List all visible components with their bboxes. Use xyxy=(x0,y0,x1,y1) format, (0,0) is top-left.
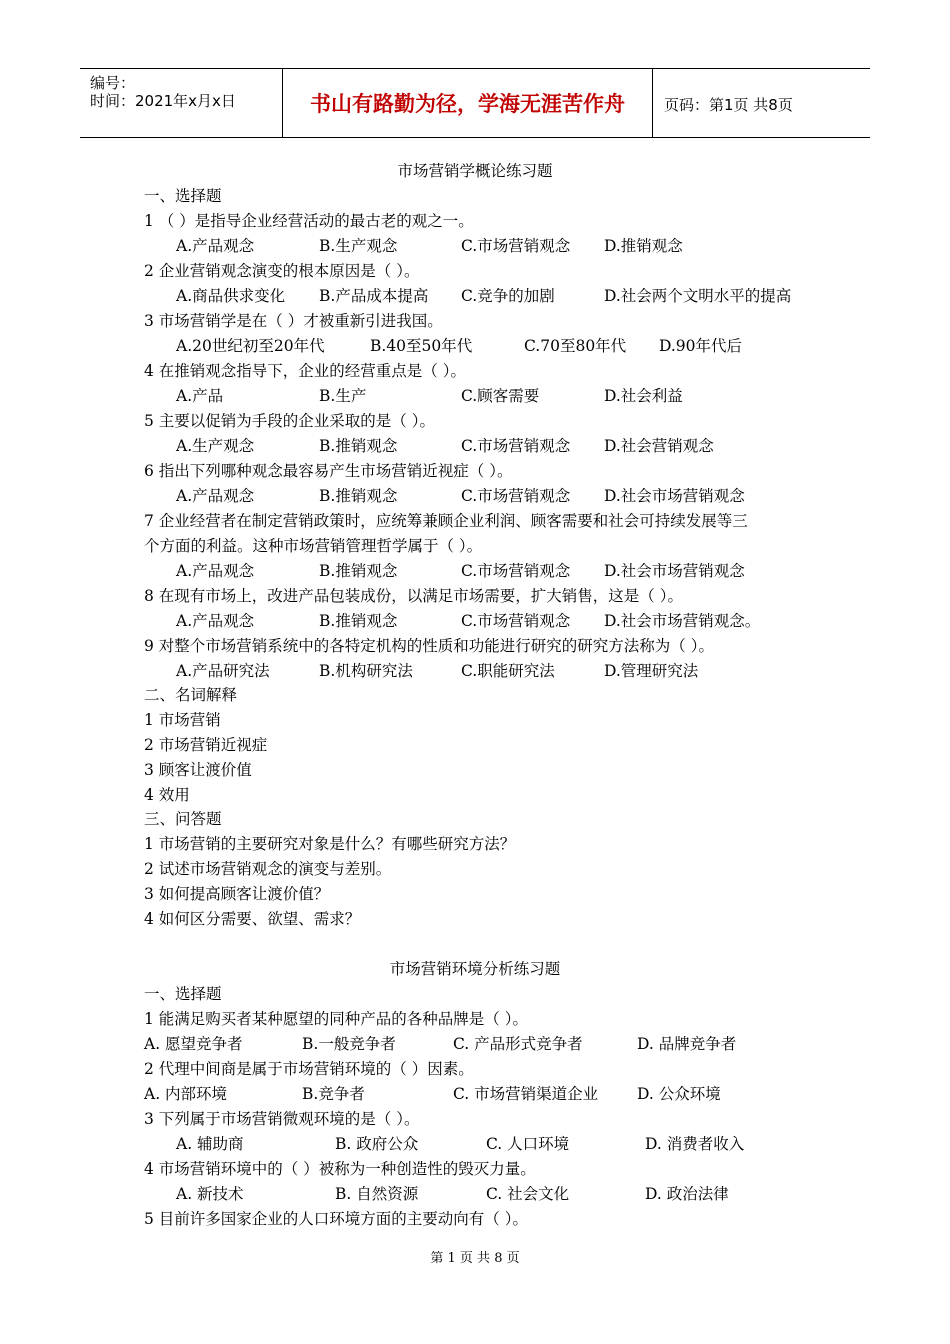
option: D. 消费者收入 xyxy=(645,1135,745,1153)
motto: 书山有路勤为径，学海无涯苦作舟 xyxy=(310,92,625,116)
question: 4 市场营销环境中的（ ）被称为一种创造性的毁灭力量。 xyxy=(144,1160,536,1178)
section-title: 市场营销环境分析练习题 xyxy=(389,960,561,978)
option: D.管理研究法 xyxy=(604,662,699,680)
term-item: 4 效用 xyxy=(144,786,190,804)
option: B.竞争者 xyxy=(302,1085,365,1103)
option: C.竞争的加剧 xyxy=(461,287,555,305)
option: B.生产 xyxy=(319,387,367,405)
option: B.一般竞争者 xyxy=(302,1035,396,1053)
option: C.顾客需要 xyxy=(461,387,540,405)
question: 5 主要以促销为手段的企业采取的是（ ）。 xyxy=(144,412,435,430)
option: D. 品牌竞争者 xyxy=(637,1035,737,1053)
option: A.商品供求变化 xyxy=(176,287,286,305)
question: 1 （ ）是指导企业经营活动的最古老的观之一。 xyxy=(144,212,474,230)
option: B.推销观念 xyxy=(319,437,398,455)
option: D.社会两个文明水平的提高 xyxy=(604,287,792,305)
option: B.生产观念 xyxy=(319,237,398,255)
option: A.产品研究法 xyxy=(176,662,270,680)
option: B.机构研究法 xyxy=(319,662,413,680)
qa-item: 4 如何区分需要、欲望、需求？ xyxy=(144,910,361,928)
question: 7 企业经营者在制定营销政策时，应统筹兼顾企业利润、顾客需要和社会可持续发展等三 xyxy=(144,512,748,530)
option: A. 辅助商 xyxy=(176,1135,244,1153)
option: A. 内部环境 xyxy=(144,1085,228,1103)
option: C. 社会文化 xyxy=(486,1185,570,1203)
option: C.市场营销观念 xyxy=(461,437,571,455)
section-heading: 一、选择题 xyxy=(144,187,222,205)
section-title: 市场营销学概论练习题 xyxy=(397,162,553,180)
term-item: 3 顾客让渡价值 xyxy=(144,761,252,779)
option: C.70至80年代 xyxy=(524,337,627,355)
option: A.产品观念 xyxy=(176,612,255,630)
qa-item: 3 如何提高顾客让渡价值？ xyxy=(144,885,330,903)
option: D.社会市场营销观念 xyxy=(604,562,745,580)
section-heading: 三、问答题 xyxy=(144,810,222,828)
option: B.产品成本提高 xyxy=(319,287,429,305)
option: C. 产品形式竞争者 xyxy=(453,1035,583,1053)
page-footer: 第 1 页 共 8 页 xyxy=(430,1251,520,1266)
option: C. 人口环境 xyxy=(486,1135,570,1153)
option: D. 公众环境 xyxy=(637,1085,721,1103)
option: A. 愿望竞争者 xyxy=(144,1035,243,1053)
question: 3 市场营销学是在（ ）才被重新引进我国。 xyxy=(144,312,443,330)
option: C.市场营销观念 xyxy=(461,487,571,505)
option: B.推销观念 xyxy=(319,612,398,630)
option: A.产品观念 xyxy=(176,487,255,505)
section-heading: 一、选择题 xyxy=(144,985,222,1003)
option: C. 市场营销渠道企业 xyxy=(453,1085,599,1103)
question: 8 在现有市场上，改进产品包装成份，以满足市场需要，扩大销售，这是（ ）。 xyxy=(144,587,683,605)
question: 4 在推销观念指导下，企业的经营重点是（ ）。 xyxy=(144,362,466,380)
question: 3 下列属于市场营销微观环境的是（ ）。 xyxy=(144,1110,420,1128)
header-divider xyxy=(652,69,653,137)
qa-item: 2 试述市场营销观念的演变与差别。 xyxy=(144,860,392,878)
option: D.推销观念 xyxy=(604,237,683,255)
option: A.20世纪初至20年代 xyxy=(176,337,325,355)
page-header xyxy=(80,68,870,138)
question-continuation: 个方面的利益。这种市场营销管理哲学属于（ ）。 xyxy=(144,537,483,555)
term-item: 2 市场营销近视症 xyxy=(144,736,268,754)
qa-item: 1 市场营销的主要研究对象是什么？有哪些研究方法？ xyxy=(144,835,516,853)
term-item: 1 市场营销 xyxy=(144,711,221,729)
option: C.市场营销观念 xyxy=(461,562,571,580)
question: 6 指出下列哪种观念最容易产生市场营销近视症（ ）。 xyxy=(144,462,513,480)
option: B.40至50年代 xyxy=(370,337,473,355)
option: C.职能研究法 xyxy=(461,662,555,680)
option: B. 政府公众 xyxy=(335,1135,419,1153)
option: B. 自然资源 xyxy=(335,1185,419,1203)
option: D.社会营销观念 xyxy=(604,437,714,455)
option: D.社会利益 xyxy=(604,387,683,405)
option: B.推销观念 xyxy=(319,487,398,505)
question: 2 代理中间商是属于市场营销环境的（ ）因素。 xyxy=(144,1060,474,1078)
option: D.社会市场营销观念。 xyxy=(604,612,761,630)
question: 2 企业营销观念演变的根本原因是（ ）。 xyxy=(144,262,420,280)
option: D. 政治法律 xyxy=(645,1185,729,1203)
option: A.产品观念 xyxy=(176,562,255,580)
option: C.市场营销观念 xyxy=(461,237,571,255)
option: A.产品观念 xyxy=(176,237,255,255)
question: 5 目前许多国家企业的人口环境方面的主要动向有（ ）。 xyxy=(144,1210,528,1228)
option: D.90年代后 xyxy=(659,337,743,355)
page-label: 页码：第1页 共8页 xyxy=(664,96,793,114)
option: D.社会市场营销观念 xyxy=(604,487,745,505)
option: B.推销观念 xyxy=(319,562,398,580)
question: 9 对整个市场营销系统中的各特定机构的性质和功能进行研究的研究方法称为（ ）。 xyxy=(144,637,714,655)
question: 1 能满足购买者某种愿望的同种产品的各种品牌是（ ）。 xyxy=(144,1010,528,1028)
section-heading: 二、名词解释 xyxy=(144,686,238,704)
code-label: 编号： xyxy=(90,74,136,92)
date-label: 时间：2021年x月x日 xyxy=(90,92,236,110)
option: A. 新技术 xyxy=(176,1185,244,1203)
option: C.市场营销观念 xyxy=(461,612,571,630)
option: A.生产观念 xyxy=(176,437,255,455)
option: A.产品 xyxy=(176,387,224,405)
